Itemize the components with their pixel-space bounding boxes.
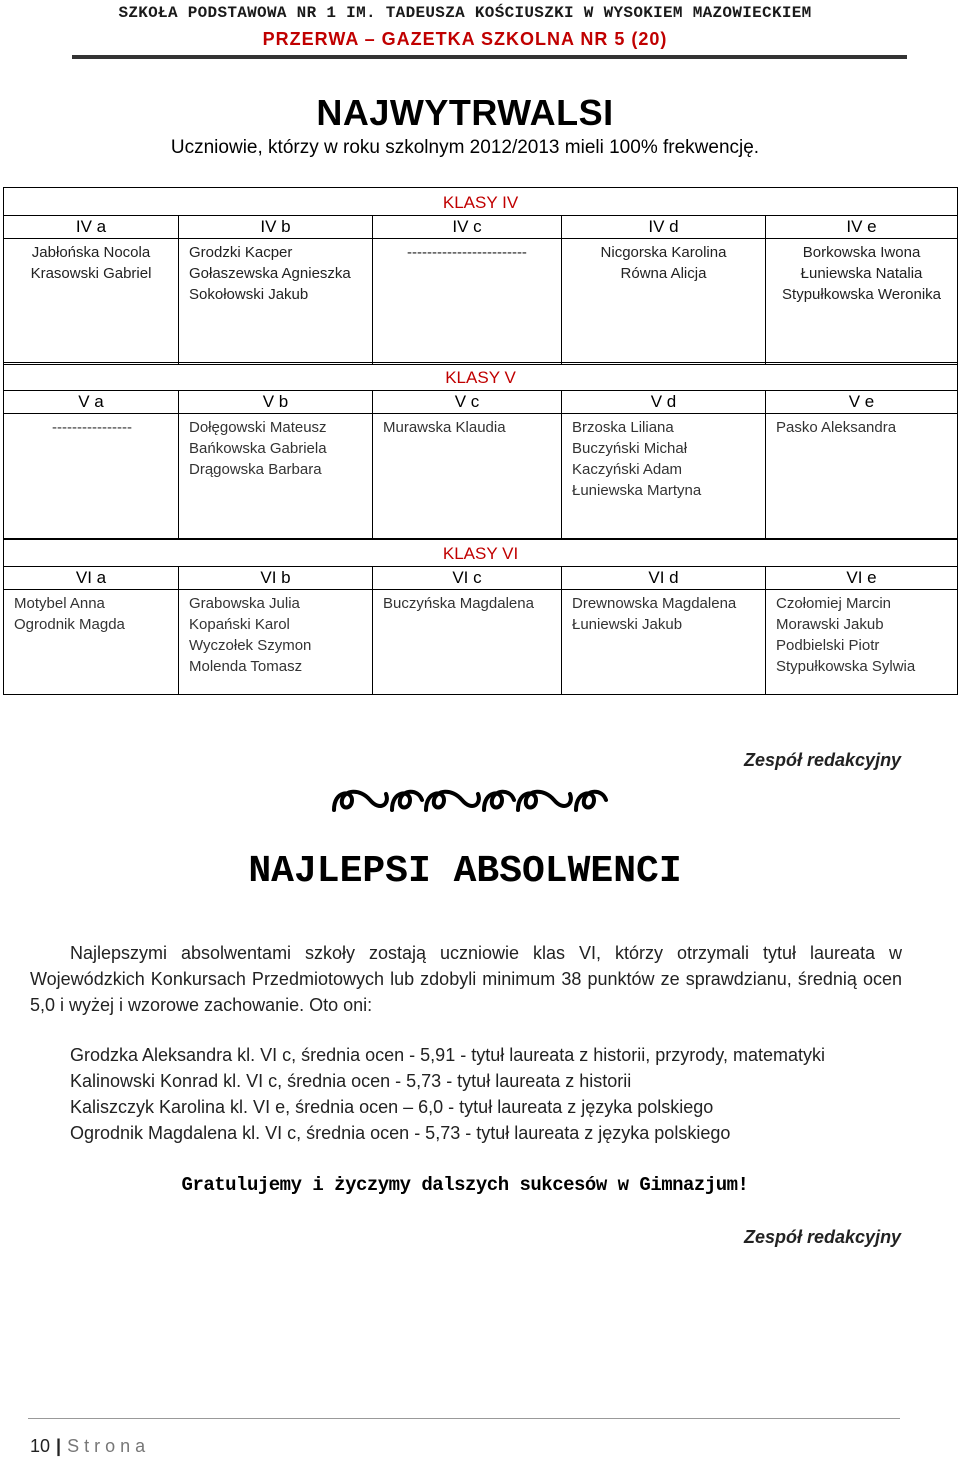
congratulations-text: Gratulujemy i życzymy dalszych sukcesów w Gimnazjum! bbox=[181, 1174, 749, 1196]
table-heading: KLASY IV bbox=[4, 188, 958, 216]
signature-editorial-team-2: Zespół redakcyjny bbox=[744, 1227, 902, 1247]
student-list-cell: ------------------------ bbox=[373, 239, 562, 365]
ornament-swirl-icon bbox=[330, 782, 610, 818]
student-list-cell: Czołomiej Marcin Morawski Jakub Podbielski Piotr Stypułkowska Sylwia bbox=[766, 590, 958, 695]
column-header: IV e bbox=[766, 216, 958, 239]
column-header: VI d bbox=[562, 567, 766, 590]
student-list-cell: Buczyńska Magdalena bbox=[373, 590, 562, 695]
table-klasy-vi bbox=[3, 538, 958, 695]
column-header: V a bbox=[4, 391, 179, 414]
section-title-najlepsi-absolwenci: NAJLEPSI ABSOLWENCI bbox=[248, 850, 682, 893]
student-list-cell: Motybel Anna Ogrodnik Magda bbox=[4, 590, 179, 695]
student-list-cell: Brzoska Liliana Buczyński Michał Kaczyński Adam Łuniewska Martyna bbox=[562, 414, 766, 540]
winners-list bbox=[70, 1042, 930, 1146]
column-header: VI c bbox=[373, 567, 562, 590]
footer-separator: | bbox=[56, 1436, 62, 1456]
column-header: IV d bbox=[562, 216, 766, 239]
column-header: IV a bbox=[4, 216, 179, 239]
column-header: VI e bbox=[766, 567, 958, 590]
student-list-cell: Dołęgowski Mateusz Bańkowska Gabriela Drągowska Barbara bbox=[179, 414, 373, 540]
signature-editorial-team: Zespół redakcyjny bbox=[744, 750, 902, 770]
section-subtitle: Uczniowie, którzy w roku szkolnym 2012/2013 mieli 100% frekwencję. bbox=[170, 137, 760, 158]
table-heading: KLASY VI bbox=[4, 539, 958, 567]
column-header: IV b bbox=[179, 216, 373, 239]
student-list-cell: Pasko Aleksandra bbox=[766, 414, 958, 540]
column-header: VI a bbox=[4, 567, 179, 590]
student-list-cell: Murawska Klaudia bbox=[373, 414, 562, 540]
intro-paragraph-text: Najlepszymi absolwentami szkoły zostają uczniowie klas VI, którzy otrzymali tytuł laureata w Wojewódzkich Konkursach Przedmiotowych lub zdobyli minimum 38 punktów ze sprawdzianu, średnią ocen 5,0 i wyżej i wzorowe zachowanie. Oto oni: bbox=[30, 943, 902, 1015]
intro-paragraph bbox=[30, 940, 902, 1018]
student-list-cell: Drewnowska Magdalena Łuniewski Jakub bbox=[562, 590, 766, 695]
page-number: 10 bbox=[30, 1436, 51, 1456]
list-item: Kalinowski Konrad kl. VI c, średnia ocen - 5,73 - tytuł laureata z historii bbox=[70, 1071, 632, 1091]
header-divider bbox=[72, 55, 907, 59]
column-header: VI b bbox=[179, 567, 373, 590]
student-list-cell: Jabłońska Nocola Krasowski Gabriel bbox=[4, 239, 179, 365]
column-header: V b bbox=[179, 391, 373, 414]
table-heading: KLASY V bbox=[4, 363, 958, 391]
ornament-divider bbox=[330, 782, 610, 826]
student-list-cell: Grabowska Julia Kopański Karol Wyczołek Szymon Molenda Tomasz bbox=[179, 590, 373, 695]
column-header: V d bbox=[562, 391, 766, 414]
column-header: IV c bbox=[373, 216, 562, 239]
student-list-cell: ---------------- bbox=[4, 414, 179, 540]
student-list-cell: Borkowska Iwona Łuniewska Natalia Stypułkowska Weronika bbox=[766, 239, 958, 365]
student-list-cell: Grodzki Kacper Gołaszewska Agnieszka Sokołowski Jakub bbox=[179, 239, 373, 365]
list-item: Ogrodnik Magdalena kl. VI c, średnia ocen - 5,73 - tytuł laureata z języka polskiego bbox=[70, 1123, 731, 1143]
table-klasy-v bbox=[3, 362, 958, 540]
page-footer bbox=[30, 1436, 150, 1457]
student-list-cell: Nicgorska Karolina Równa Alicja bbox=[562, 239, 766, 365]
section-title-najwytrwalsi: NAJWYTRWALSI bbox=[316, 92, 614, 133]
page-word: Strona bbox=[67, 1436, 151, 1456]
list-item: Kaliszczyk Karolina kl. VI e, średnia ocen – 6,0 - tytuł laureata z języka polskiego bbox=[70, 1097, 714, 1117]
column-header: V e bbox=[766, 391, 958, 414]
table-klasy-iv bbox=[3, 187, 958, 365]
school-name: SZKOŁA PODSTAWOWA NR 1 IM. TADEUSZA KOŚCIUSZKI W WYSOKIEM MAZOWIECKIEM bbox=[118, 4, 812, 22]
newsletter-title: PRZERWA – GAZETKA SZKOLNA NR 5 (20) bbox=[262, 29, 668, 49]
footer-divider bbox=[28, 1418, 900, 1419]
list-item: Grodzka Aleksandra kl. VI c, średnia ocen - 5,91 - tytuł laureata z historii, przyrody, matematyki bbox=[70, 1045, 825, 1065]
column-header: V c bbox=[373, 391, 562, 414]
